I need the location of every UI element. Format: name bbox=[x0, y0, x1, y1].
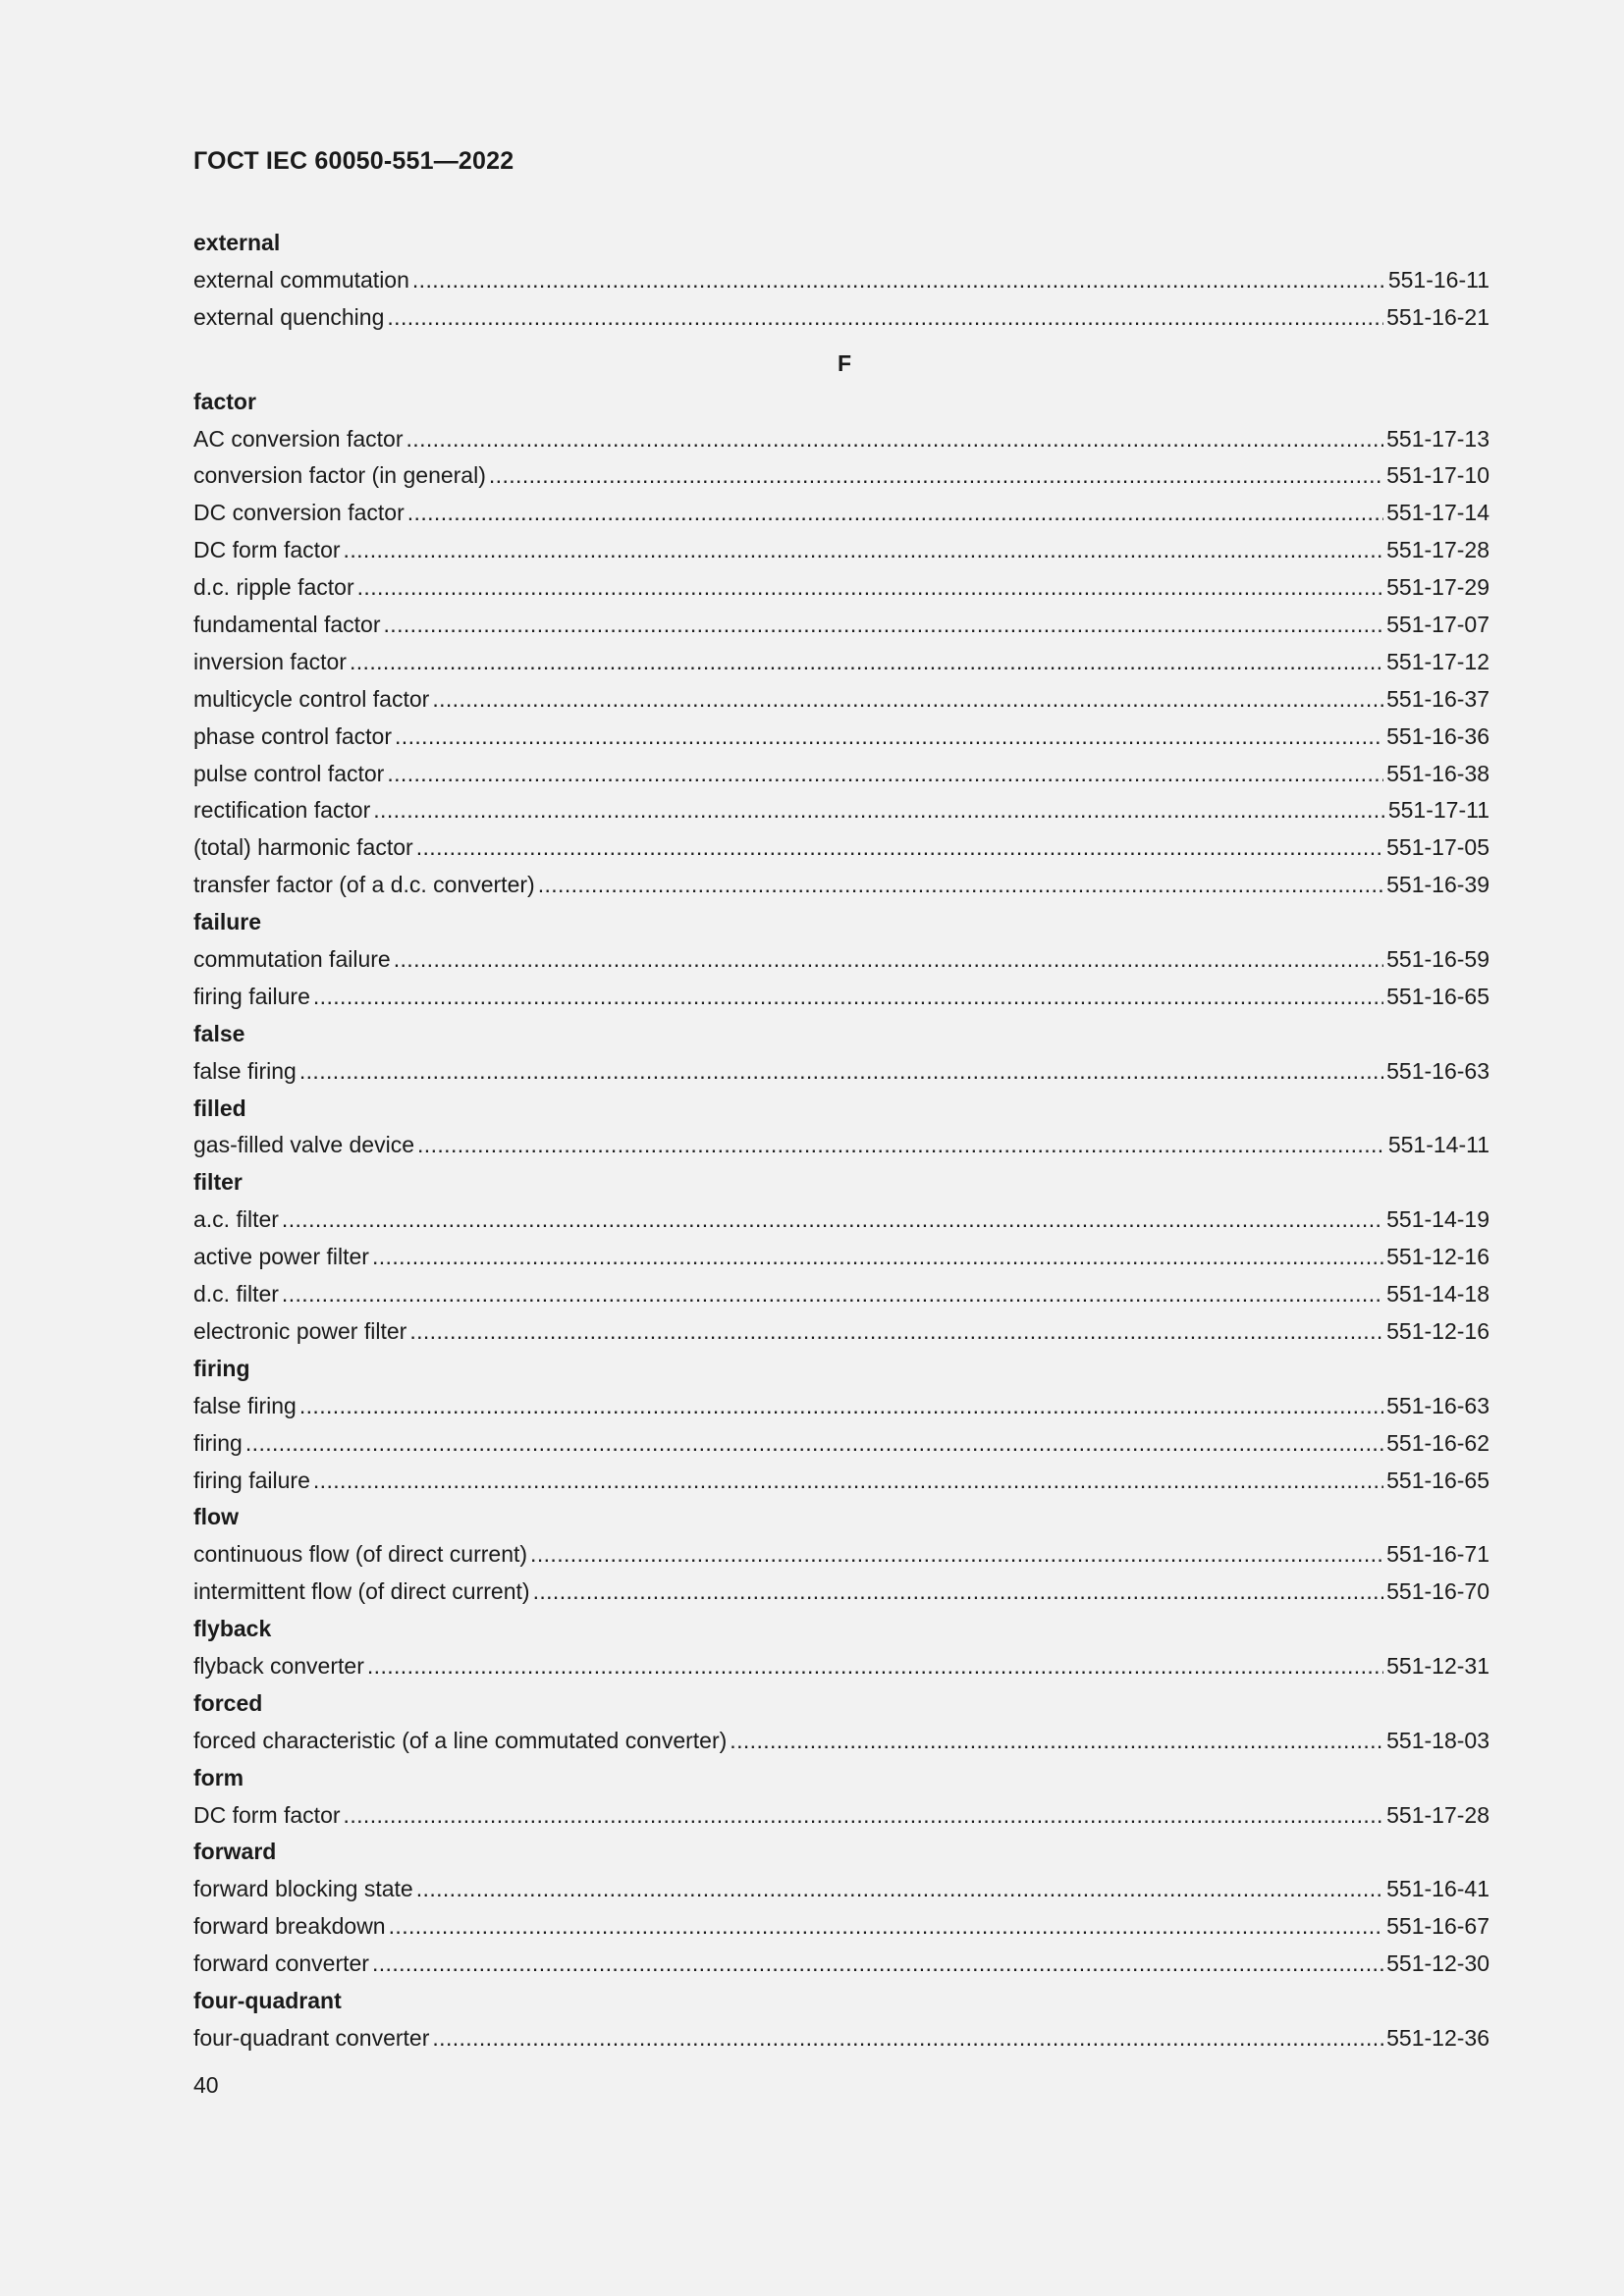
index-entry-ref: 551-16-41 bbox=[1386, 1876, 1489, 1902]
index-group-heading: filled bbox=[193, 1095, 246, 1121]
dot-leader bbox=[357, 569, 1384, 607]
index-entry-ref: 551-14-19 bbox=[1386, 1206, 1489, 1233]
index-entry bbox=[193, 457, 1489, 495]
index-entry bbox=[193, 495, 1489, 532]
index-entry-ref: 551-17-29 bbox=[1386, 574, 1489, 601]
index-letter-heading: F bbox=[837, 349, 852, 376]
index-entry bbox=[193, 421, 1489, 458]
index-entry-ref: 551-16-39 bbox=[1386, 872, 1489, 898]
dot-leader bbox=[530, 1536, 1383, 1574]
index-entry-term: flyback converter bbox=[193, 1652, 364, 1679]
index-entry bbox=[193, 532, 1489, 569]
dot-leader bbox=[313, 979, 1383, 1016]
dot-leader bbox=[245, 1425, 1383, 1463]
index-entry bbox=[193, 1536, 1489, 1574]
dot-leader bbox=[299, 1388, 1383, 1425]
index-entry-term: a.c. filter bbox=[193, 1206, 279, 1233]
index-entry-ref: 551-17-11 bbox=[1387, 797, 1489, 824]
dot-leader bbox=[384, 607, 1384, 644]
dot-leader bbox=[406, 421, 1383, 458]
index-entry-term: intermittent flow (of direct current) bbox=[193, 1578, 530, 1605]
index-entry-term: forward blocking state bbox=[193, 1876, 413, 1902]
index-group-heading: filter bbox=[193, 1169, 243, 1196]
index-entry-ref: 551-16-36 bbox=[1386, 722, 1489, 749]
index-entry-ref: 551-16-37 bbox=[1386, 685, 1489, 712]
index-entry-ref: 551-16-67 bbox=[1386, 1913, 1489, 1940]
index-entry bbox=[193, 644, 1489, 681]
index-entry bbox=[193, 1053, 1489, 1091]
index-entry bbox=[193, 2020, 1489, 2057]
dot-leader bbox=[432, 2020, 1383, 2057]
index-entry-term: firing bbox=[193, 1429, 243, 1456]
index-entry-term: false firing bbox=[193, 1057, 297, 1084]
index-entry bbox=[193, 941, 1489, 979]
index-entry-term: four-quadrant converter bbox=[193, 2024, 430, 2051]
index-entry-ref: 551-17-05 bbox=[1386, 834, 1489, 861]
index-entry-term: commutation failure bbox=[193, 946, 391, 973]
index-entry-term: forced characteristic (of a line commutated converter) bbox=[193, 1727, 728, 1753]
dot-leader bbox=[313, 1463, 1383, 1500]
index-entry bbox=[193, 681, 1489, 719]
index-entry bbox=[193, 1313, 1489, 1351]
dot-leader bbox=[432, 681, 1383, 719]
index-entry bbox=[193, 299, 1489, 337]
index-entry bbox=[193, 1946, 1489, 1983]
index-entry-term: (total) harmonic factor bbox=[193, 834, 413, 861]
dot-leader bbox=[533, 1574, 1384, 1611]
index-entry bbox=[193, 1388, 1489, 1425]
index-entry-term: false firing bbox=[193, 1392, 297, 1418]
document-header: ГОСТ IEC 60050-551—2022 bbox=[193, 147, 514, 175]
index-entry-term: phase control factor bbox=[193, 722, 393, 749]
index-entry-ref: 551-17-12 bbox=[1386, 648, 1489, 674]
dot-leader bbox=[367, 1648, 1383, 1685]
dot-leader bbox=[389, 1908, 1384, 1946]
index-entry bbox=[193, 1127, 1489, 1164]
index-entry bbox=[193, 719, 1489, 756]
dot-leader bbox=[407, 495, 1383, 532]
index-entry-term: transfer factor (of a d.c. converter) bbox=[193, 872, 535, 898]
index-entry-term: inversion factor bbox=[193, 648, 347, 674]
index-entry-term: forward breakdown bbox=[193, 1913, 386, 1940]
dot-leader bbox=[344, 532, 1384, 569]
index-group-heading: four-quadrant bbox=[193, 1987, 342, 2013]
index-entry-ref: 551-14-11 bbox=[1387, 1132, 1489, 1158]
index-entry-ref: 551-12-16 bbox=[1386, 1244, 1489, 1270]
index-entry-ref: 551-12-31 bbox=[1386, 1652, 1489, 1679]
index-entry-term: pulse control factor bbox=[193, 760, 385, 786]
index-entry-term: external quenching bbox=[193, 303, 385, 330]
index-entry bbox=[193, 569, 1489, 607]
index-entry bbox=[193, 262, 1489, 299]
index-entry-ref: 551-17-28 bbox=[1386, 537, 1489, 563]
index-entry-term: d.c. ripple factor bbox=[193, 574, 354, 601]
dot-leader bbox=[394, 941, 1383, 979]
index-entry-ref: 551-16-63 bbox=[1386, 1057, 1489, 1084]
index-entry bbox=[193, 1908, 1489, 1946]
index-group-heading: form bbox=[193, 1764, 244, 1790]
index-entry bbox=[193, 829, 1489, 867]
index-entry-term: rectification factor bbox=[193, 797, 371, 824]
page-number: 40 bbox=[193, 2072, 219, 2098]
index-entry-ref: 551-17-14 bbox=[1386, 500, 1489, 526]
index-entry-ref: 551-16-59 bbox=[1386, 946, 1489, 973]
dot-leader bbox=[299, 1053, 1383, 1091]
dot-leader bbox=[387, 299, 1383, 337]
index-entry-term: forward converter bbox=[193, 1950, 369, 1977]
index-entry bbox=[193, 867, 1489, 904]
index-entry-ref: 551-17-28 bbox=[1386, 1801, 1489, 1828]
dot-leader bbox=[282, 1201, 1383, 1239]
index-entry bbox=[193, 1276, 1489, 1313]
index-entry-ref: 551-16-65 bbox=[1386, 1467, 1489, 1493]
index-entry-ref: 551-14-18 bbox=[1386, 1281, 1489, 1308]
index-entry-ref: 551-18-03 bbox=[1386, 1727, 1489, 1753]
index-group-heading: factor bbox=[193, 388, 256, 414]
index-group-heading: forced bbox=[193, 1689, 263, 1716]
dot-leader bbox=[373, 792, 1385, 829]
index-entry bbox=[193, 979, 1489, 1016]
index-entry-term: active power filter bbox=[193, 1244, 369, 1270]
index-entry bbox=[193, 1425, 1489, 1463]
index-entry bbox=[193, 1797, 1489, 1835]
index-group-heading: failure bbox=[193, 909, 262, 935]
index-entry-ref: 551-16-70 bbox=[1386, 1578, 1489, 1605]
index-entry bbox=[193, 1723, 1489, 1760]
dot-leader bbox=[372, 1946, 1383, 1983]
index-content bbox=[193, 225, 1489, 2057]
index-entry-term: DC conversion factor bbox=[193, 500, 405, 526]
index-entry-term: DC form factor bbox=[193, 1801, 341, 1828]
index-group-heading: false bbox=[193, 1020, 245, 1046]
index-entry bbox=[193, 1201, 1489, 1239]
index-entry-ref: 551-12-16 bbox=[1386, 1317, 1489, 1344]
index-group-heading: firing bbox=[193, 1355, 250, 1381]
index-entry bbox=[193, 1574, 1489, 1611]
dot-leader bbox=[372, 1239, 1383, 1276]
dot-leader bbox=[395, 719, 1383, 756]
dot-leader bbox=[350, 644, 1383, 681]
index-entry-ref: 551-17-13 bbox=[1386, 425, 1489, 452]
index-entry bbox=[193, 1463, 1489, 1500]
index-entry-term: gas-filled valve device bbox=[193, 1132, 415, 1158]
index-entry bbox=[193, 1871, 1489, 1908]
index-entry-term: electronic power filter bbox=[193, 1317, 407, 1344]
index-entry-term: multicycle control factor bbox=[193, 685, 430, 712]
dot-leader bbox=[412, 262, 1385, 299]
dot-leader bbox=[282, 1276, 1383, 1313]
index-entry bbox=[193, 607, 1489, 644]
index-entry-ref: 551-16-62 bbox=[1386, 1429, 1489, 1456]
index-entry-term: fundamental factor bbox=[193, 612, 381, 638]
index-entry-term: external commutation bbox=[193, 266, 409, 293]
dot-leader bbox=[387, 756, 1383, 793]
dot-leader bbox=[416, 1871, 1383, 1908]
index-entry-term: AC conversion factor bbox=[193, 425, 404, 452]
index-entry-term: continuous flow (of direct current) bbox=[193, 1541, 528, 1568]
index-entry-ref: 551-16-65 bbox=[1386, 983, 1489, 1009]
index-group-heading: flyback bbox=[193, 1616, 272, 1642]
index-entry bbox=[193, 756, 1489, 793]
index-entry-ref: 551-12-30 bbox=[1386, 1950, 1489, 1977]
index-entry-ref: 551-12-36 bbox=[1386, 2024, 1489, 2051]
index-entry-ref: 551-16-63 bbox=[1386, 1392, 1489, 1418]
index-entry-ref: 551-16-71 bbox=[1386, 1541, 1489, 1568]
index-entry-term: d.c. filter bbox=[193, 1281, 279, 1308]
dot-leader bbox=[409, 1313, 1383, 1351]
dot-leader bbox=[344, 1797, 1384, 1835]
dot-leader bbox=[489, 457, 1383, 495]
index-entry-ref: 551-17-07 bbox=[1386, 612, 1489, 638]
index-entry bbox=[193, 1239, 1489, 1276]
index-entry-term: firing failure bbox=[193, 983, 310, 1009]
dot-leader bbox=[538, 867, 1383, 904]
index-entry-term: conversion factor (in general) bbox=[193, 462, 486, 489]
index-entry bbox=[193, 792, 1489, 829]
index-entry-ref: 551-17-10 bbox=[1386, 462, 1489, 489]
index-entry-term: firing failure bbox=[193, 1467, 310, 1493]
index-entry-ref: 551-16-38 bbox=[1386, 760, 1489, 786]
index-entry-term: DC form factor bbox=[193, 537, 341, 563]
dot-leader bbox=[416, 829, 1383, 867]
dot-leader bbox=[730, 1723, 1383, 1760]
index-entry bbox=[193, 1648, 1489, 1685]
index-group-heading: external bbox=[193, 230, 281, 255]
index-group-heading: forward bbox=[193, 1839, 277, 1865]
index-entry-ref: 551-16-11 bbox=[1387, 266, 1489, 293]
index-entry-ref: 551-16-21 bbox=[1386, 303, 1489, 330]
index-group-heading: flow bbox=[193, 1504, 239, 1530]
dot-leader bbox=[417, 1127, 1385, 1164]
